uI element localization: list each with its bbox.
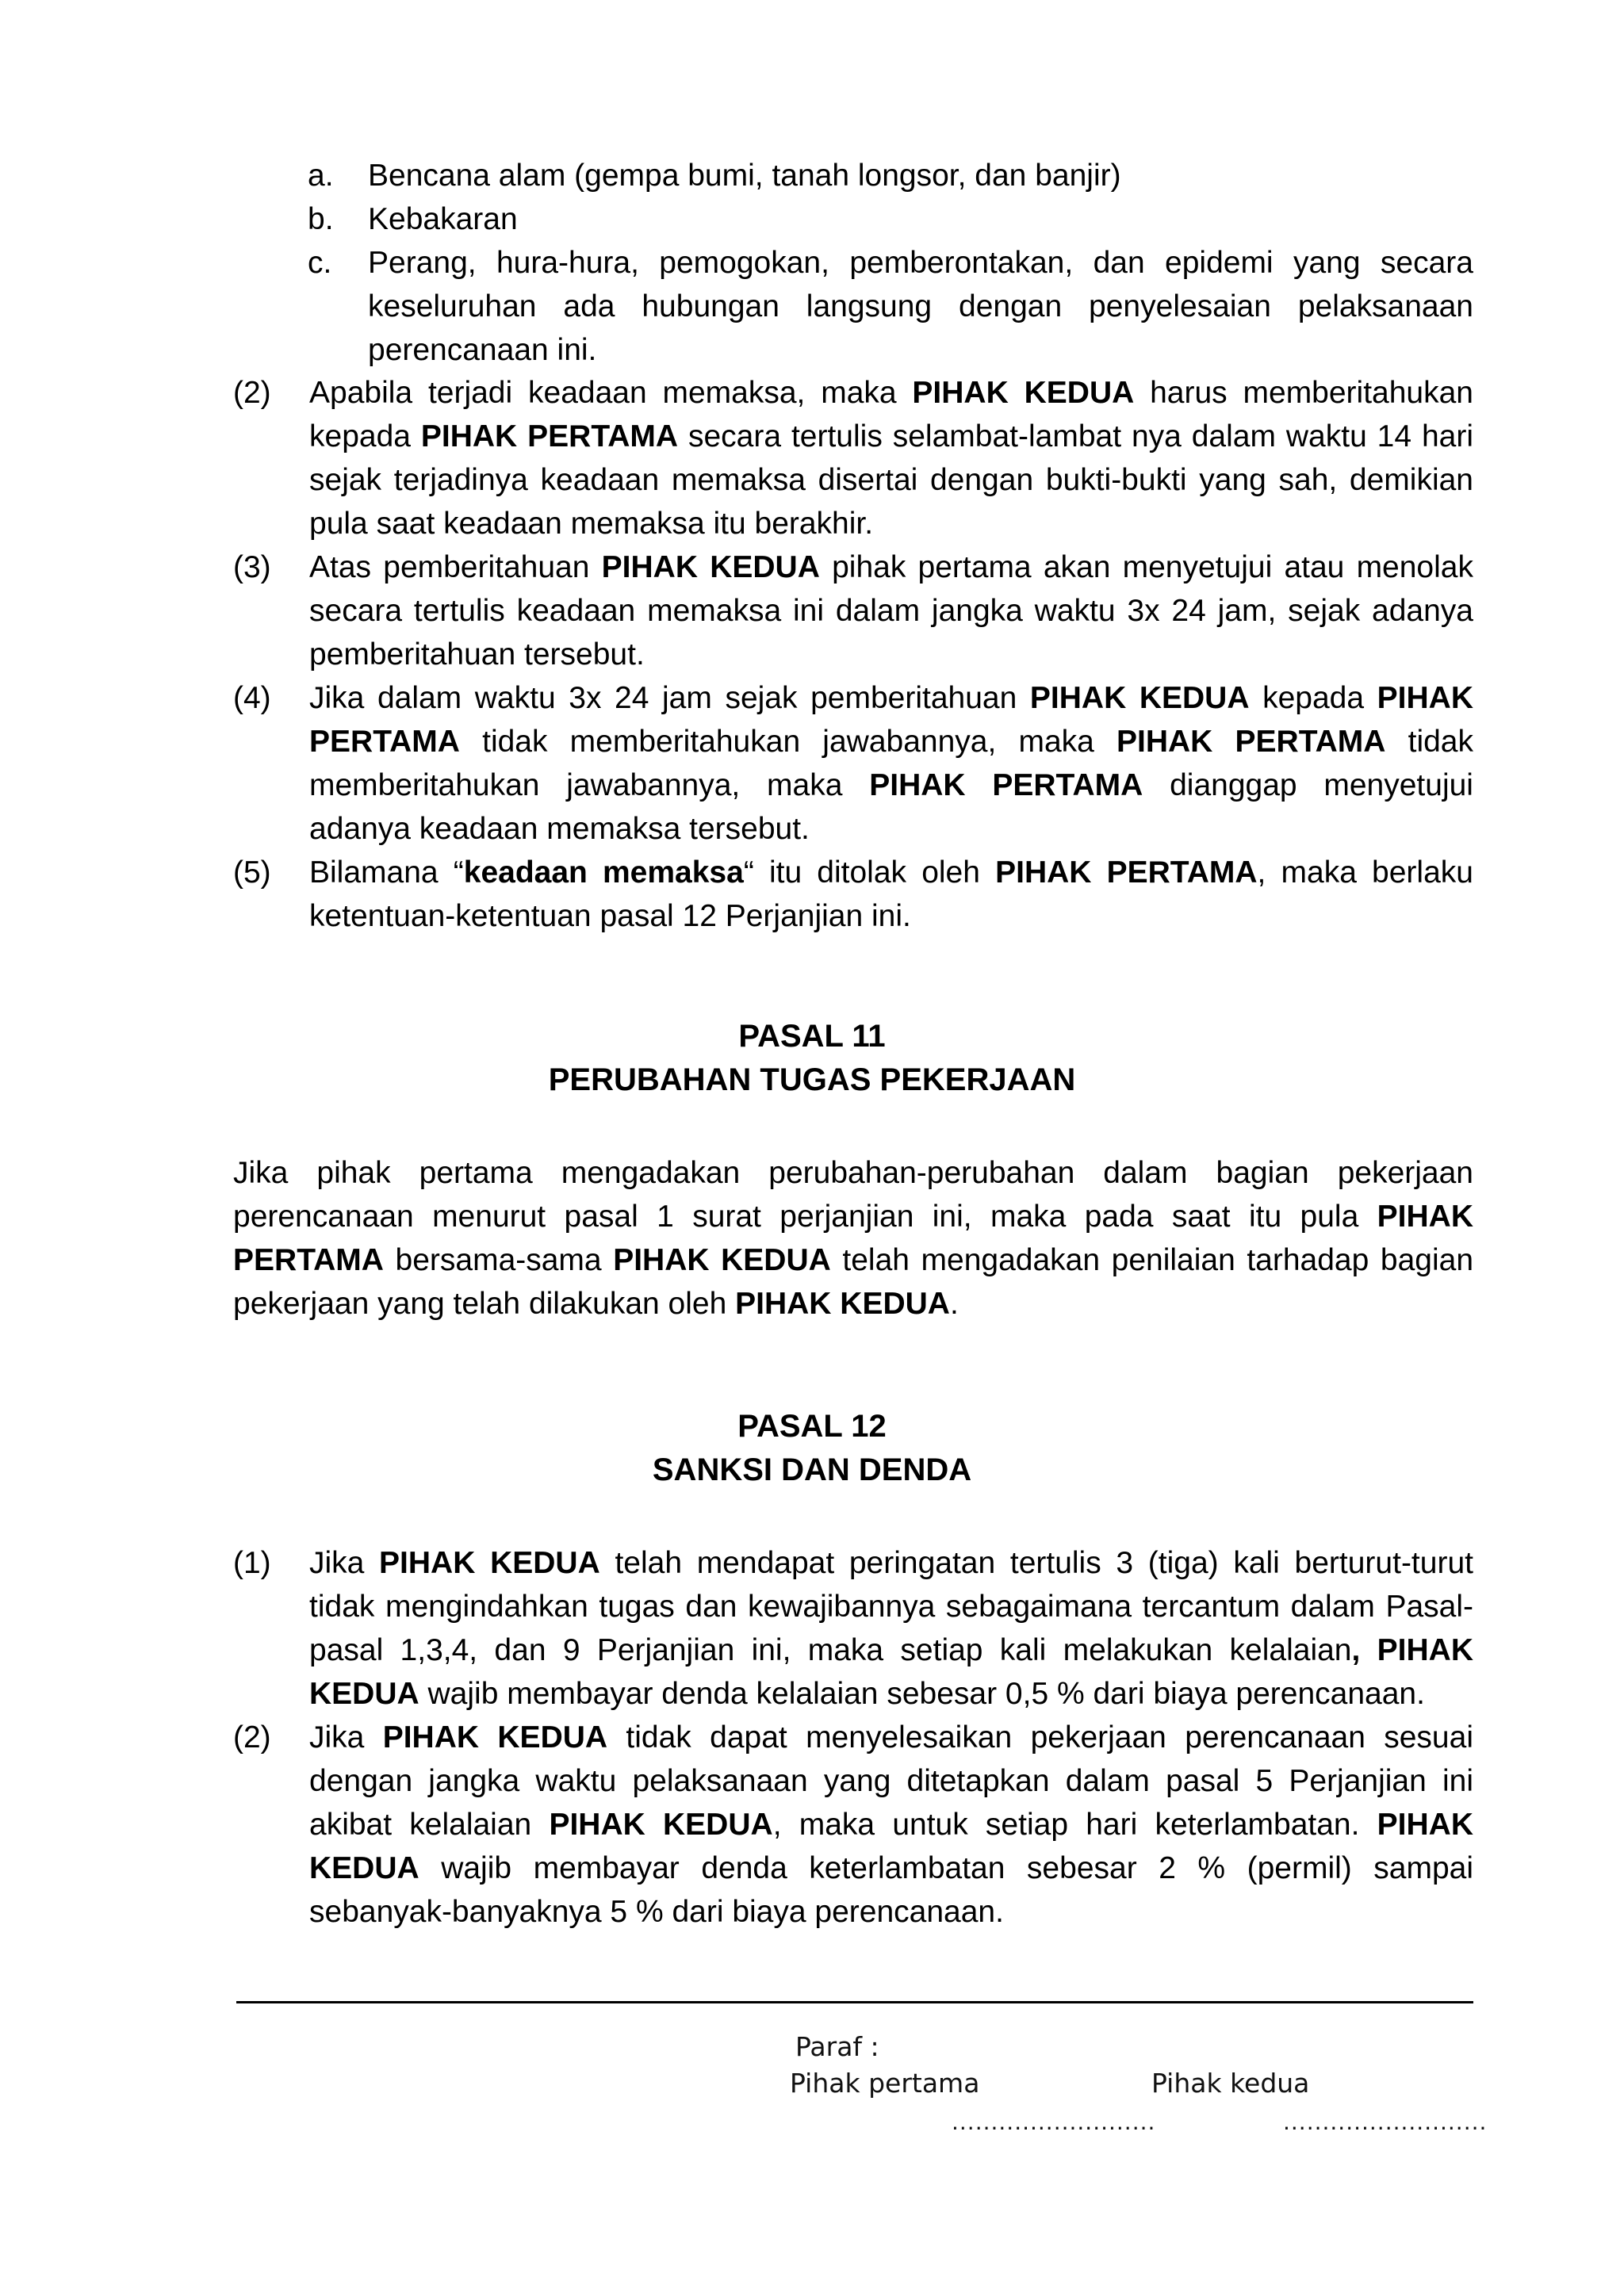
text-run: Jika pihak pertama mengadakan perubahan-perubahan dalam bagian pekerjaan perencanaan menurut pasal 1 surat perjanjian ini, maka pada saat itu pula — [233, 1156, 1473, 1234]
pasal12-clause-list — [233, 1541, 1473, 1934]
text-run: Apabila terjadi keadaan memaksa, maka — [309, 376, 913, 410]
list-item-text: Bencana alam (gempa bumi, tanah longsor, dan banjir) — [368, 159, 1121, 193]
bold-term: PIHAK KEDUA — [1029, 681, 1250, 715]
clause-number: (1) — [233, 1546, 271, 1580]
clause-item — [233, 1541, 1473, 1716]
text-run: telah mendapat peringatan tertulis 3 (tiga) kali berturut-turut tidak mengindahkan tugas dan kewajibannya sebagaimana tercantum dalam Pasal-pasal 1,3,4, dan 9 Perjanjian ini, maka setiap kali melakukan kelalaian — [309, 1546, 1473, 1667]
text-run: wajib membayar denda keterlambatan sebesar 2 % (permil) sampai sebanyak-banyaknya 5 % dari biaya perencanaan. — [309, 1851, 1473, 1929]
list-item-text: Kebakaran — [368, 202, 518, 236]
text-run: wajib membayar denda kelalaian sebesar 0,5 % dari biaya perencanaan. — [419, 1677, 1425, 1711]
signature-line-pihak-kedua: .......................... — [1283, 2109, 1488, 2135]
clause-number: (2) — [233, 376, 271, 410]
bold-term: PIHAK KEDUA — [601, 550, 820, 584]
bold-term: , PIHAK KEDUA — [309, 1633, 1473, 1711]
list-marker: b. — [308, 202, 334, 236]
text-run: telah mengadakan penilaian tarhadap bagian pekerjaan yang telah dilakukan oleh — [233, 1243, 1474, 1321]
clause-number: (5) — [233, 855, 271, 890]
text-run: . — [949, 1287, 959, 1321]
bold-term: PIHAK KEDUA — [613, 1243, 831, 1277]
bold-term: PIHAK PERTAMA — [995, 855, 1258, 890]
pihak-pertama-label: Pihak pertama — [790, 2068, 980, 2099]
text-run: , maka untuk setiap hari keterlambatan. — [772, 1808, 1377, 1842]
clause-item — [233, 676, 1473, 851]
bold-term: PIHAK KEDUA — [379, 1546, 600, 1580]
bold-term: PIHAK PERTAMA — [309, 681, 1474, 759]
section-paragraph — [233, 1151, 1473, 1326]
list-item — [308, 154, 1473, 197]
paraf-label: Paraf : — [795, 2031, 879, 2062]
bold-term: PIHAK KEDUA — [309, 1808, 1473, 1885]
text-run: “ itu ditolak oleh — [743, 855, 996, 890]
clause-item — [233, 1716, 1473, 1934]
pasal10-clause-list — [233, 371, 1473, 938]
section-title: PASAL 12 — [737, 1409, 887, 1444]
clause-number: (3) — [233, 550, 271, 584]
text-run: pihak pertama akan menyetujui atau menolak secara tertulis keadaan memaksa ini dalam jangka waktu 3x 24 jam, sejak adanya pemberitahuan tersebut. — [309, 550, 1473, 672]
bold-term: PIHAK KEDUA — [549, 1808, 773, 1842]
bold-term: PIHAK PERTAMA — [1116, 725, 1386, 759]
text-run: dianggap menyetujui adanya keadaan memaksa tersebut. — [309, 768, 1473, 846]
list-item-text: Perang, hura-hura, pemogokan, pemberontakan, dan epidemi yang secara keseluruhan ada hubungan langsung dengan penyelesaian pelaksanaan perencanaan ini. — [368, 246, 1473, 367]
clause-number: (2) — [233, 1720, 271, 1755]
clause-text — [309, 1720, 1473, 1929]
clause-number: (4) — [233, 681, 271, 715]
text-run: Bilamana “ — [309, 855, 464, 890]
bold-term: PIHAK PERTAMA — [420, 419, 679, 453]
section-subtitle: PERUBAHAN TUGAS PEKERJAAN — [548, 1062, 1076, 1097]
bold-term: PIHAK KEDUA — [912, 376, 1135, 410]
clause-item — [233, 371, 1473, 545]
bold-term: keadaan memaksa — [463, 855, 744, 890]
section-subtitle: SANKSI DAN DENDA — [652, 1452, 972, 1487]
text-run: Jika — [309, 1720, 383, 1755]
bold-term: PIHAK KEDUA — [735, 1287, 950, 1321]
text-run: secara tertulis selambat-lambat nya dalam waktu 14 hari sejak terjadinya keadaan memaksa disertai dengan bukti-bukti yang sah, demikian pula saat keadaan memaksa itu berakhir. — [309, 419, 1473, 541]
section-title: PASAL 11 — [738, 1019, 886, 1054]
text-run: tidak dapat menyelesaikan pekerjaan perencanaan sesuai dengan jangka waktu pelaksanaan yang ditetapkan dalam pasal 5 Perjanjian ini akibat kelalaian — [309, 1720, 1473, 1842]
clause-text — [309, 550, 1473, 672]
clause-text — [309, 376, 1473, 541]
footer-divider — [236, 2001, 1473, 2003]
text-run: harus memberitahukan kepada — [309, 376, 1473, 453]
bold-term: PIHAK PERTAMA — [869, 768, 1143, 802]
bold-term: PIHAK PERTAMA — [233, 1200, 1473, 1277]
clause-text — [309, 855, 1473, 933]
force-majeure-list — [308, 154, 1473, 372]
text-run: bersama-sama — [383, 1243, 614, 1277]
clause-text — [309, 1546, 1473, 1711]
text-run: , maka berlaku ketentuan-ketentuan pasal 12 Perjanjian ini. — [309, 855, 1473, 933]
text-run: Jika dalam waktu 3x 24 jam sejak pemberitahuan — [309, 681, 1030, 715]
clause-item — [233, 851, 1473, 938]
list-marker: a. — [308, 159, 334, 193]
list-marker: c. — [308, 246, 332, 280]
text-run: Jika — [309, 1546, 380, 1580]
list-item — [308, 197, 1473, 241]
text-run: kepada — [1249, 681, 1377, 715]
text-run: tidak memberitahukan jawabannya, maka — [459, 725, 1116, 759]
pihak-kedua-label: Pihak kedua — [1151, 2068, 1310, 2099]
list-item — [308, 241, 1473, 372]
text-run: Atas pemberitahuan — [309, 550, 602, 584]
clause-item — [233, 545, 1473, 676]
bold-term: PIHAK KEDUA — [382, 1720, 608, 1755]
text-run: tidak memberitahukan jawabannya, maka — [309, 725, 1473, 802]
signature-line-pihak-pertama: .......................... — [952, 2109, 1156, 2135]
clause-text — [309, 681, 1473, 846]
